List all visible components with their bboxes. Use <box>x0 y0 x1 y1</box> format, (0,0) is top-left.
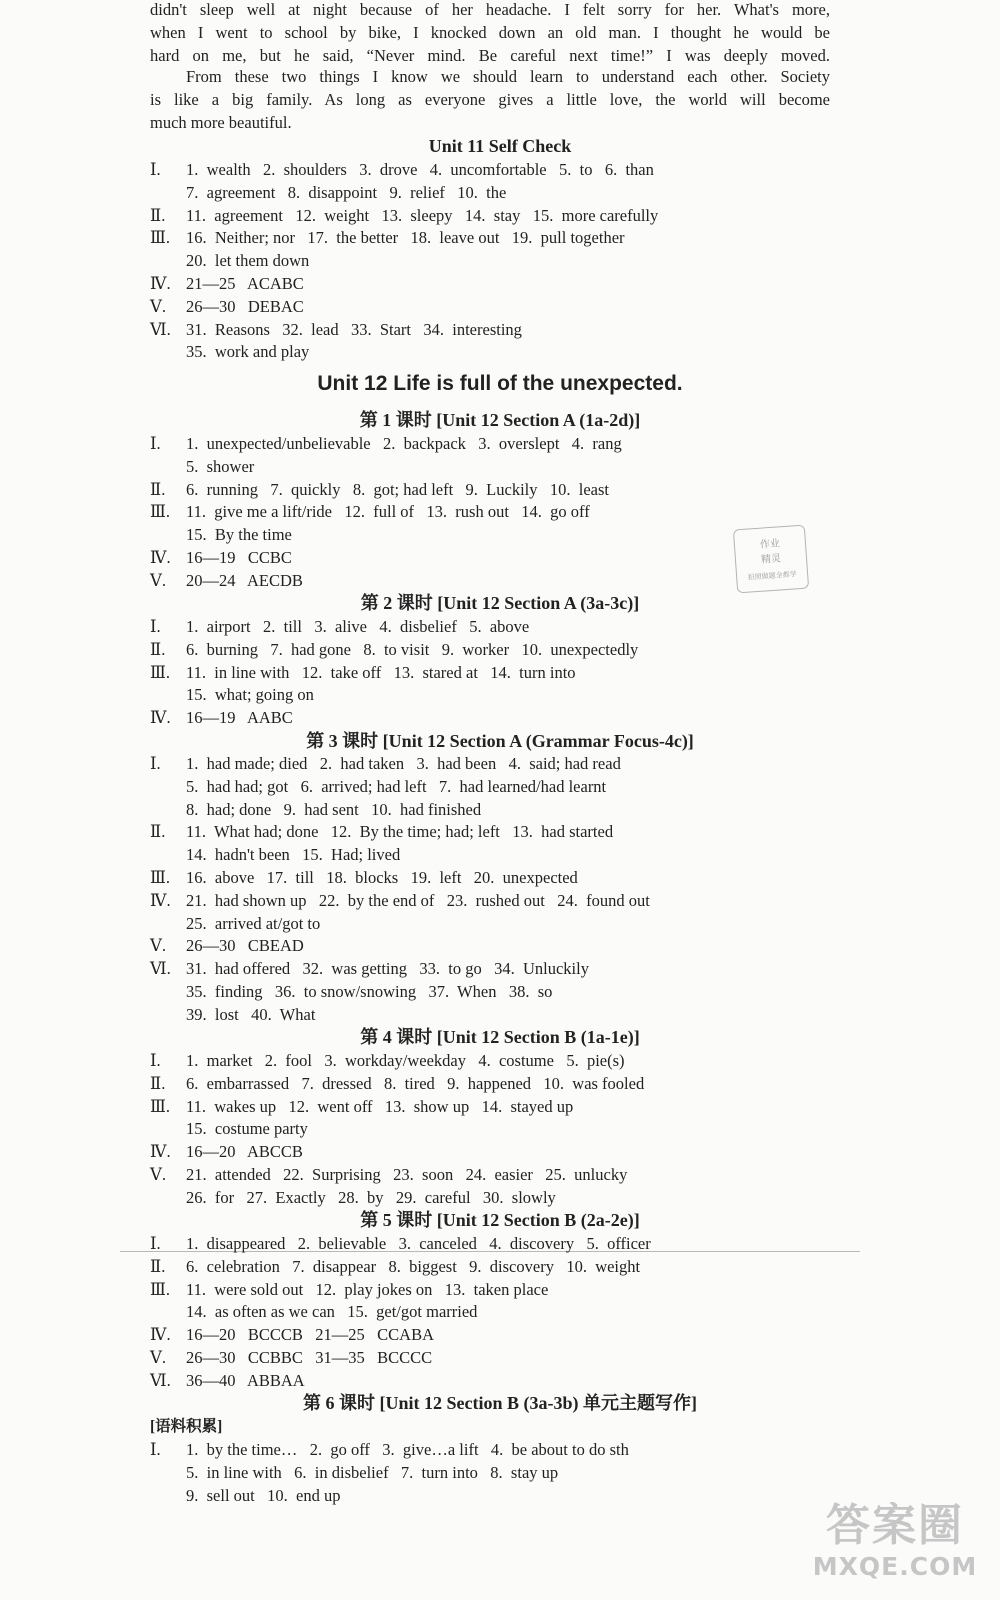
answer-line <box>150 1369 305 1392</box>
answer-text: 26—30 CCBBC 31—35 BCCCC <box>186 1348 433 1367</box>
answer-line <box>150 478 609 501</box>
exercise-number: Ⅵ. <box>150 959 171 979</box>
answer-line <box>150 1255 640 1278</box>
exercise-number: Ⅲ. <box>150 1096 171 1116</box>
answer-line <box>150 158 654 181</box>
answer-line <box>150 661 576 684</box>
corpus-accumulation-label: [语料积累] <box>150 1418 223 1435</box>
answer-text: 15. what; going on <box>186 685 314 705</box>
answer-line <box>150 957 589 980</box>
self-check-title: Unit 11 Self Check <box>428 136 572 156</box>
answer-text: 21. had shown up 22. by the end of 23. rushed out 24. found out <box>186 890 650 910</box>
answer-line <box>150 455 254 478</box>
exercise-number: Ⅰ. <box>150 160 161 179</box>
answer-line <box>150 1163 627 1186</box>
site-watermark: 答案圈 MXQE.COM <box>812 1500 978 1581</box>
exercise-number: Ⅱ. <box>150 205 166 225</box>
answer-text: 11. were sold out 12. play jokes on 13. taken place <box>186 1279 549 1299</box>
intro-paragraph-1 <box>150 0 830 67</box>
answer-line <box>150 1003 315 1026</box>
intro-paragraph-2 <box>150 65 830 134</box>
lesson6-title: 第 6 课时 [Unit 12 Section B (3a-3b) 单元主题写作] <box>303 1393 697 1413</box>
answer-text: 6. embarrassed 7. dressed 8. tired 9. happened 10. was fooled <box>186 1073 645 1093</box>
answer-line <box>150 1278 548 1301</box>
answer-line <box>150 432 622 455</box>
exercise-number: Ⅰ. <box>150 1051 161 1070</box>
exercise-number: Ⅲ. <box>150 662 171 682</box>
answer-line <box>150 1072 644 1095</box>
answer-text: 1. market 2. fool 3. workday/weekday 4. costume 5. pie(s) <box>186 1051 625 1070</box>
answer-line <box>150 912 320 935</box>
answer-text: 1. by the time… 2. go off 3. give…a lift 4. be about to do sth <box>186 1440 629 1459</box>
answer-text: 11. in line with 12. take off 13. stared at 14. turn into <box>186 662 576 682</box>
answer-line <box>150 340 309 363</box>
exercise-number: Ⅳ. <box>150 274 171 293</box>
answer-text: 25. arrived at/got to <box>186 913 321 933</box>
answer-text: 1. airport 2. till 3. alive 4. disbelief 5. above <box>186 617 530 636</box>
answer-line <box>150 820 613 843</box>
answer-line <box>150 615 529 638</box>
answer-text: 5. shower <box>186 456 255 476</box>
exercise-number: Ⅰ. <box>150 617 161 636</box>
answer-line <box>150 683 314 706</box>
answer-text: 15. costume party <box>186 1119 308 1139</box>
answer-line <box>150 1484 340 1507</box>
lesson4-title: 第 4 课时 [Unit 12 Section B (1a-1e)] <box>360 1027 640 1047</box>
answer-line <box>150 980 552 1003</box>
answer-line <box>150 249 309 272</box>
text-line: is like a big family. As long as everyone gives a little love, the world will become <box>150 90 830 109</box>
exercise-number: Ⅵ. <box>150 1370 171 1390</box>
answer-text: 6. celebration 7. disappear 8. biggest 9. discovery 10. weight <box>186 1256 641 1276</box>
answer-text: 11. wakes up 12. went off 13. show up 14. stayed up <box>186 1096 574 1116</box>
answer-text: 1. unexpected/unbelievable 2. backpack 3. overslept 4. rang <box>186 434 622 453</box>
answer-text: 11. give me a lift/ride 12. full of 13. rush out 14. go off <box>186 502 590 522</box>
exercise-number: Ⅲ. <box>150 502 171 522</box>
answer-line <box>150 1346 432 1369</box>
answer-line <box>150 226 625 249</box>
answer-text: 36—40 ABBAA <box>186 1370 305 1390</box>
exercise-number: Ⅴ. <box>150 570 167 590</box>
answer-line <box>150 752 621 775</box>
answer-line <box>150 1117 308 1140</box>
answer-text: 16—20 ABCCB <box>186 1142 303 1162</box>
answer-line <box>150 500 590 523</box>
answer-line <box>150 272 304 295</box>
exercise-number: Ⅴ. <box>150 1165 167 1184</box>
lesson2-title: 第 2 课时 [Unit 12 Section A (3a-3c)] <box>360 593 640 613</box>
answer-text: 11. agreement 12. weight 13. sleepy 14. stay 15. more carefully <box>186 205 659 225</box>
exercise-number: Ⅱ. <box>150 639 166 659</box>
answer-line <box>150 638 638 661</box>
lesson5-title: 第 5 课时 [Unit 12 Section B (2a-2e)] <box>360 1210 640 1230</box>
lesson1-title: 第 1 课时 [Unit 12 Section A (1a-2d)] <box>359 410 641 430</box>
answer-line <box>150 1323 434 1346</box>
answer-line <box>150 1186 556 1209</box>
answer-text: 31. Reasons 32. lead 33. Start 34. interesting <box>186 319 522 339</box>
answer-line <box>150 706 293 729</box>
text-line: From these two things I know we should learn to understand each other. Society <box>186 67 830 86</box>
answer-line <box>150 1232 651 1255</box>
answer-text: 21—25 ACABC <box>186 274 304 293</box>
text-line: hard on me, but he said, “Never mind. Be careful next time!” I was deeply moved. <box>150 46 830 65</box>
answer-line <box>150 1461 558 1484</box>
exercise-number: Ⅲ. <box>150 868 171 887</box>
exercise-number: Ⅳ. <box>150 1325 171 1345</box>
answer-line <box>150 798 481 821</box>
answer-line <box>150 318 522 341</box>
exercise-number: Ⅱ. <box>150 1073 166 1093</box>
answer-text: 5. in line with 6. in disbelief 7. turn into 8. stay up <box>186 1462 559 1482</box>
answer-text: 31. had offered 32. was getting 33. to go 34. Unluckily <box>186 959 589 979</box>
answer-line <box>150 1049 625 1072</box>
exercise-number: Ⅰ. <box>150 434 161 453</box>
text-line: didn't sleep well at night because of her headache. I felt sorry for her. What's more, <box>150 0 830 19</box>
answer-line <box>150 295 304 318</box>
exercise-number: Ⅲ. <box>150 228 171 248</box>
answer-text: 16—20 BCCCB 21—25 CCABA <box>186 1325 434 1345</box>
exercise-number: Ⅱ. <box>150 822 166 842</box>
answer-text: 14. as often as we can 15. get/got married <box>186 1302 478 1322</box>
lesson3-title: 第 3 课时 [Unit 12 Section A (Grammar Focus-4c)] <box>306 731 694 751</box>
answer-text: 1. had made; died 2. had taken 3. had been 4. said; had read <box>186 754 621 773</box>
unit12-title: Unit 12 Life is full of the unexpected. <box>317 372 683 395</box>
answer-text: 16. Neither; nor 17. the better 18. leave out 19. pull together <box>186 228 625 248</box>
answer-text: 11. What had; done 12. By the time; had; left 13. had started <box>186 822 614 842</box>
answer-line <box>150 1095 573 1118</box>
exercise-number: Ⅳ. <box>150 708 171 728</box>
exercise-number: Ⅴ. <box>150 936 167 956</box>
answer-text: 8. had; done 9. had sent 10. had finished <box>186 799 482 819</box>
answer-text: 26—30 CBEAD <box>186 936 304 956</box>
text-line: when I went to school by bike, I knocked down an old man. I thought he would be <box>150 23 830 42</box>
exercise-number: Ⅴ. <box>150 296 167 316</box>
answer-text: 21. attended 22. Surprising 23. soon 24. easier 25. unlucky <box>186 1165 628 1184</box>
answer-text: 6. burning 7. had gone 8. to visit 9. worker 10. unexpectedly <box>186 639 639 659</box>
answer-line <box>150 775 606 798</box>
answer-line <box>150 546 292 569</box>
exercise-number: Ⅰ. <box>150 754 161 773</box>
answer-text: 16. above 17. till 18. blocks 19. left 20. unexpected <box>186 868 578 887</box>
exercise-number: Ⅱ. <box>150 479 166 499</box>
answer-line <box>150 204 658 227</box>
answer-text: 6. running 7. quickly 8. got; had left 9. Luckily 10. least <box>186 479 609 499</box>
answer-text: 1. disappeared 2. believable 3. canceled 4. discovery 5. officer <box>186 1234 651 1253</box>
exercise-number: Ⅵ. <box>150 319 171 339</box>
exercise-number: Ⅴ. <box>150 1348 167 1367</box>
answer-text: 16—19 CCBC <box>186 548 292 567</box>
exercise-number: Ⅱ. <box>150 1256 166 1276</box>
homework-app-stamp: 作业 精灵 拍照做题全都学 <box>733 525 809 594</box>
answer-text: 35. work and play <box>186 342 310 362</box>
answer-text: 26. for 27. Exactly 28. by 29. careful 30. slowly <box>186 1187 556 1207</box>
answer-line <box>150 843 400 866</box>
answer-line <box>150 934 304 957</box>
answer-text: 16—19 AABC <box>186 708 293 728</box>
answer-text: 26—30 DEBAC <box>186 296 304 316</box>
answer-line <box>150 523 292 546</box>
answer-line <box>150 1438 629 1461</box>
answer-line <box>150 866 578 889</box>
exercise-number: Ⅰ. <box>150 1234 161 1253</box>
answer-text: 7. agreement 8. disappoint 9. relief 10. the <box>186 182 507 202</box>
answer-text: 39. lost 40. What <box>186 1004 316 1024</box>
answer-text: 35. finding 36. to snow/snowing 37. When 38. so <box>186 982 553 1001</box>
exercise-number: Ⅳ. <box>150 548 171 567</box>
answer-text: 20. let them down <box>186 251 310 271</box>
answer-text: 14. hadn't been 15. Had; lived <box>186 845 401 865</box>
answer-line <box>150 569 303 592</box>
answer-line <box>150 1140 303 1163</box>
answer-text: 20—24 AECDB <box>186 570 303 590</box>
answer-line <box>150 1300 477 1323</box>
answer-text: 15. By the time <box>186 525 292 545</box>
exercise-number: Ⅲ. <box>150 1279 171 1299</box>
answer-text: 9. sell out 10. end up <box>186 1485 341 1505</box>
text-line: much more beautiful. <box>150 113 292 132</box>
exercise-number: Ⅰ. <box>150 1440 161 1459</box>
answer-text: 5. had had; got 6. arrived; had left 7. had learned/had learnt <box>186 776 607 796</box>
answer-line <box>150 181 506 204</box>
answer-text: 1. wealth 2. shoulders 3. drove 4. uncomfortable 5. to 6. than <box>186 160 654 179</box>
exercise-number: Ⅳ. <box>150 890 171 910</box>
answer-line <box>150 889 650 912</box>
exercise-number: Ⅳ. <box>150 1142 171 1162</box>
